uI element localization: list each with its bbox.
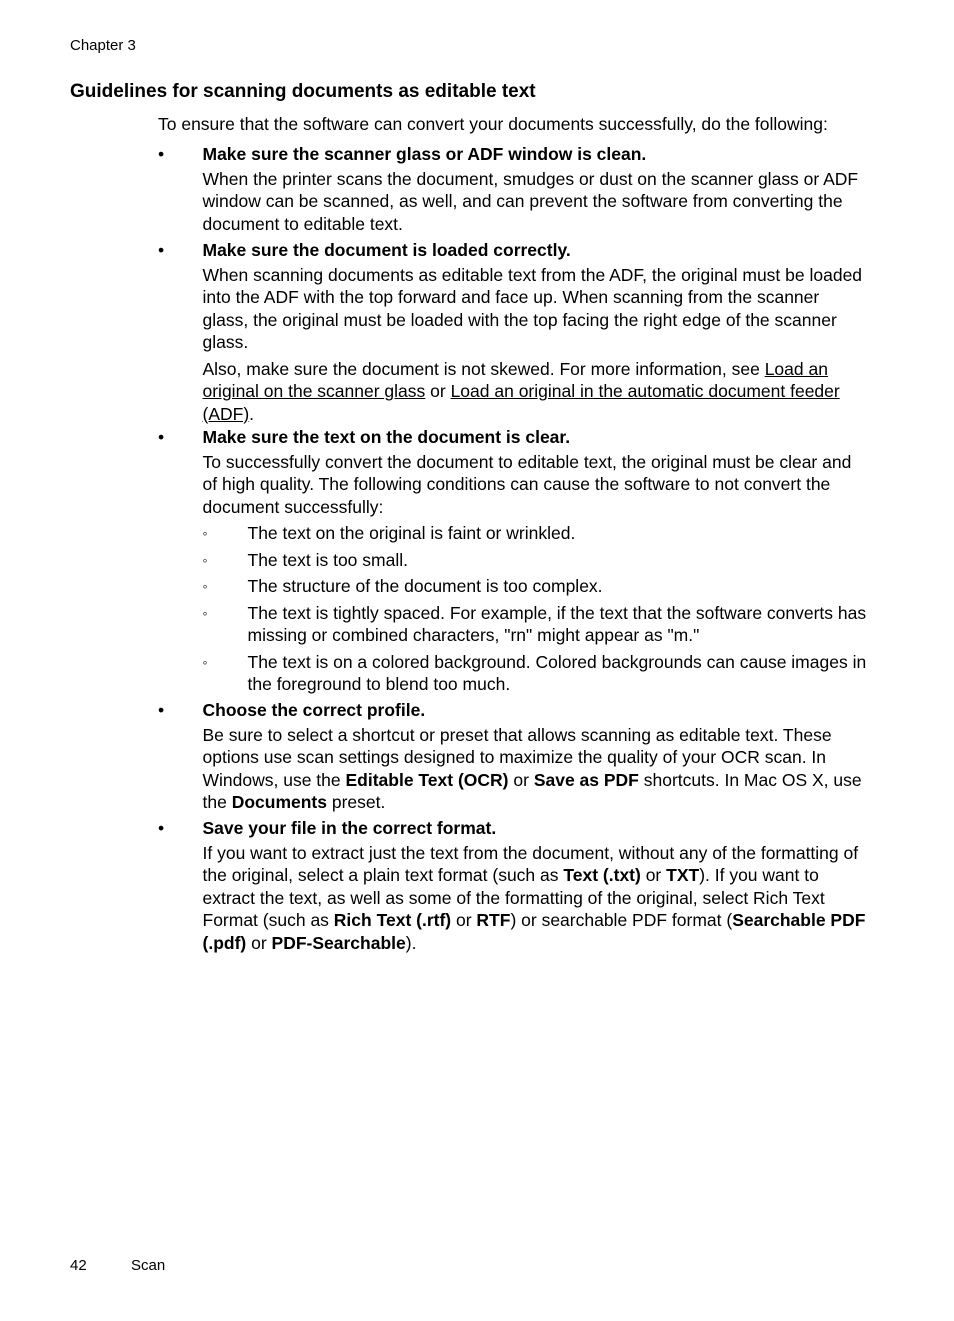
- link-load-original-scanner-glass[interactable]: Load an original on the scanner glass: [202, 358, 828, 401]
- link-load-original-adf[interactable]: Load an original in the automatic document feeder (ADF): [202, 381, 840, 424]
- condition-list-item: [203, 602, 869, 647]
- sub-bullet-marker: ◦: [202, 551, 208, 568]
- guideline-item-correct-format: [158, 817, 868, 954]
- guideline-item-loaded-correctly: [158, 239, 868, 425]
- pdf-shortcut-name: Save as PDF: [533, 769, 639, 790]
- documents-preset-name: Documents: [231, 792, 327, 812]
- guideline-body: [203, 724, 869, 814]
- guideline-title: Make sure the document is loaded correctly.: [202, 240, 571, 260]
- bullet-marker: •: [158, 427, 165, 447]
- format-name: Text (.txt): [563, 865, 641, 885]
- guideline-item-text-clear: [158, 426, 868, 696]
- bullet-marker: •: [158, 818, 165, 838]
- guideline-title: Make sure the text on the document is clear.: [202, 427, 571, 447]
- bullet-marker: •: [158, 700, 165, 720]
- text-run: Also, make sure the document is not skewed. For more information, see: [202, 358, 765, 379]
- format-name: RTF: [476, 910, 511, 930]
- text-run: or: [640, 865, 667, 885]
- section-heading: Guidelines for scanning documents as editable text: [70, 81, 536, 102]
- condition-list-item: [203, 575, 869, 598]
- format-name: Rich Text (.rtf): [333, 910, 452, 930]
- guideline-body-more-info: [203, 358, 869, 426]
- format-name: Searchable PDF (.pdf): [202, 910, 866, 953]
- page-number: 42: [70, 1257, 87, 1274]
- text-run: If you want to extract just the text from the document, without any of the formatting of the original, select a plain text format (such as: [202, 842, 859, 885]
- text-run: or: [508, 769, 534, 790]
- bullet-marker: •: [158, 240, 165, 260]
- running-header-chapter: Chapter 3: [70, 37, 136, 54]
- bullet-marker: •: [158, 144, 165, 164]
- guideline-body: When scanning documents as editable text from the ADF, the original must be loaded into the ADF with the top forward and face up. When scanning from the scanner glass, the original must be loaded with the top facing the right edge of the scanner glass.: [202, 264, 863, 352]
- guideline-item-glass-clean: [158, 143, 868, 235]
- condition-text: The text is tightly spaced. For example, if the text that the software converts has missing or combined characters, "rn" might appear as "m.": [247, 602, 867, 645]
- text-run: Be sure to select a shortcut or preset that allows scanning as editable text. These options use scan settings designed to maximize the quality of your OCR scan. In Windows, use the: [202, 724, 832, 790]
- text-run: .: [249, 403, 255, 424]
- guideline-body: To successfully convert the document to editable text, the original must be clear and of high quality. The following conditions can cause the software to not convert the document successfully:: [202, 451, 852, 517]
- text-run: ) or searchable PDF format (: [510, 910, 733, 930]
- ocr-shortcut-name: Editable Text (OCR): [345, 769, 509, 790]
- guideline-title: Make sure the scanner glass or ADF window is clean.: [202, 144, 647, 164]
- text-run: or: [425, 381, 451, 401]
- guideline-item-correct-profile: [158, 699, 868, 814]
- text-run: ).: [405, 932, 417, 953]
- intro-paragraph: To ensure that the software can convert your documents successfully, do the following:: [158, 114, 828, 134]
- format-name: PDF-Searchable: [271, 932, 406, 953]
- condition-list-item: [203, 651, 869, 696]
- condition-list-item: [203, 549, 869, 572]
- footer-section-name: Scan: [131, 1257, 166, 1274]
- condition-text: The structure of the document is too complex.: [247, 576, 603, 596]
- format-name: TXT: [666, 865, 700, 885]
- guideline-title: Save your file in the correct format.: [202, 818, 497, 838]
- condition-list-item: [203, 522, 869, 545]
- guideline-body: [203, 842, 869, 955]
- sub-bullet-marker: ◦: [202, 604, 208, 621]
- guideline-title: Choose the correct profile.: [202, 700, 426, 720]
- condition-text: The text is too small.: [247, 549, 408, 570]
- text-run: or: [451, 910, 477, 930]
- sub-bullet-marker: ◦: [202, 653, 208, 670]
- text-run: or: [246, 932, 272, 953]
- text-run: shortcuts. In Mac OS X, use the: [202, 769, 862, 812]
- condition-text: The text is on a colored background. Colored backgrounds can cause images in the foreground to blend too much.: [247, 651, 867, 694]
- text-run: preset.: [327, 792, 386, 812]
- condition-text: The text on the original is faint or wrinkled.: [247, 523, 576, 543]
- text-run: ). If you want to extract the text, as well as some of the formatting of the original, select Rich Text Format (such as: [202, 865, 825, 930]
- sub-bullet-marker: ◦: [202, 578, 208, 594]
- sub-bullet-marker: ◦: [202, 525, 208, 541]
- guideline-body: When the printer scans the document, smudges or dust on the scanner glass or ADF window can be scanned, as well, and can prevent the software from converting the document to editable text.: [202, 168, 859, 234]
